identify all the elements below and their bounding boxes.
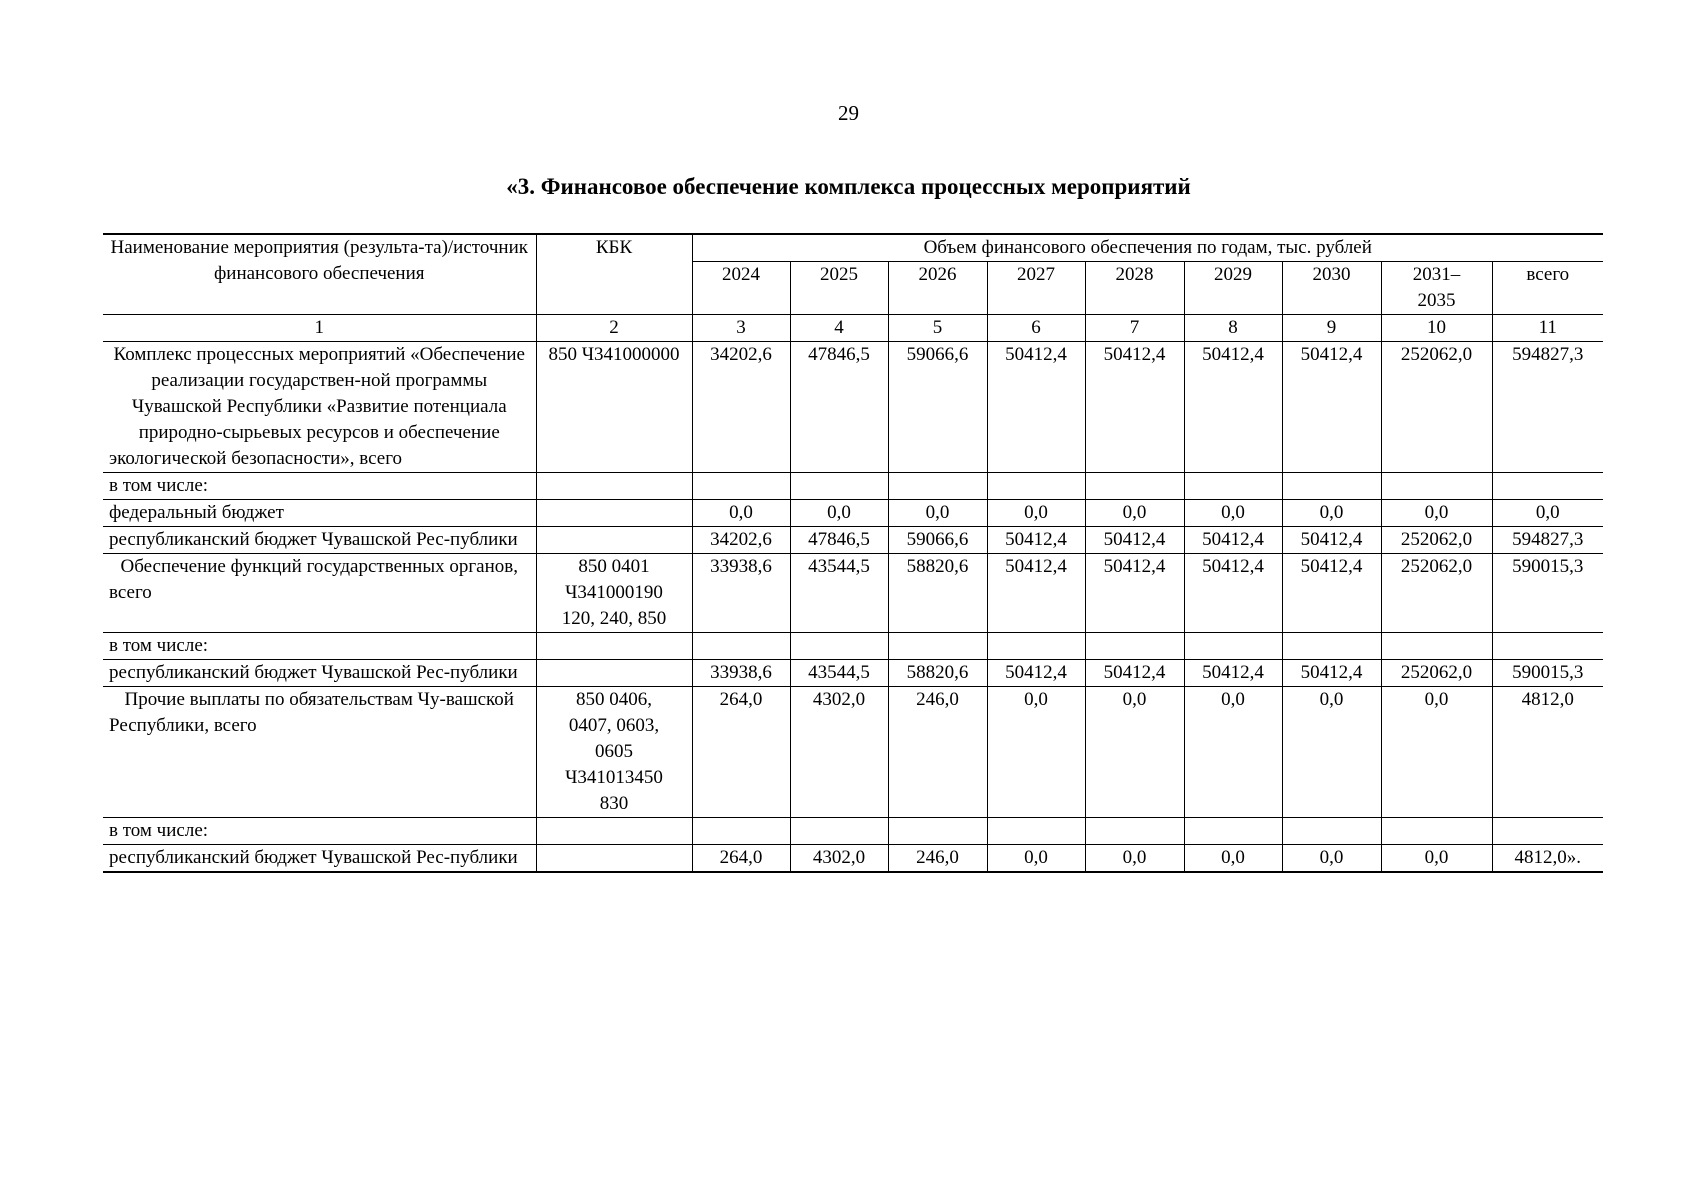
row-value-cell [1085,818,1184,845]
row-value-cell: 4302,0 [790,687,888,818]
row-value-cell: 47846,5 [790,527,888,554]
row-value-cell [1381,473,1492,500]
row-value-cell: 0,0 [1085,687,1184,818]
row-value-cell: 58820,6 [888,554,987,633]
column-number-cell: 9 [1282,315,1381,342]
row-value-cell: 0,0 [1282,500,1381,527]
header-name-cell: Наименование мероприятия (результа-та)/источник финансового обеспечения [103,234,536,315]
row-value-cell: 33938,6 [692,660,790,687]
header-year-cell: 2031–2035 [1381,262,1492,315]
header-year-cell: 2024 [692,262,790,315]
row-value-cell: 252062,0 [1381,660,1492,687]
header-volume-cell: Объем финансового обеспечения по годам, тыс. рублей [692,234,1603,262]
row-value-cell [1184,633,1282,660]
row-value-cell: 0,0 [987,687,1085,818]
row-value-cell: 264,0 [692,687,790,818]
table-row [103,687,1603,818]
row-value-cell: 50412,4 [1085,660,1184,687]
row-value-cell: 4812,0 [1492,687,1603,818]
row-value-cell: 50412,4 [987,660,1085,687]
row-value-cell [1381,818,1492,845]
column-number-cell: 2 [536,315,692,342]
row-value-cell: 246,0 [888,845,987,873]
row-value-cell [1282,818,1381,845]
row-value-cell: 0,0 [1184,845,1282,873]
row-name-cell: Комплекс процессных мероприятий «Обеспечение реализации государствен-ной программы Чувашской Республики «Развитие потенциала природно-сырьевых ресурсов и обеспечение экологической безопасности», всего [103,342,536,473]
column-number-cell: 6 [987,315,1085,342]
row-value-cell [1282,473,1381,500]
table-row [103,818,1603,845]
row-value-cell: 43544,5 [790,660,888,687]
financing-table [103,233,1603,873]
header-year-cell: 2026 [888,262,987,315]
header-year-cell: 2027 [987,262,1085,315]
row-kbk-cell [536,527,692,554]
header-year-cell: 2028 [1085,262,1184,315]
row-value-cell: 50412,4 [1282,342,1381,473]
row-value-cell: 252062,0 [1381,554,1492,633]
row-kbk-cell [536,818,692,845]
row-value-cell: 34202,6 [692,342,790,473]
row-kbk-cell: 850 0401 Ч341000190 120, 240, 850 [536,554,692,633]
row-value-cell [888,818,987,845]
row-value-cell: 0,0 [790,500,888,527]
row-value-cell: 47846,5 [790,342,888,473]
row-value-cell [987,473,1085,500]
row-name-cell: в том числе: [103,818,536,845]
row-value-cell [1492,633,1603,660]
table-row [103,500,1603,527]
row-value-cell: 50412,4 [1184,527,1282,554]
row-value-cell [1184,473,1282,500]
row-value-cell [1085,473,1184,500]
row-name-cell: в том числе: [103,633,536,660]
row-value-cell [692,473,790,500]
column-number-cell: 11 [1492,315,1603,342]
row-value-cell: 0,0 [1381,845,1492,873]
header-year-cell: 2025 [790,262,888,315]
row-value-cell [1492,818,1603,845]
section-title: «3. Финансовое обеспечение комплекса процессных мероприятий [506,174,1191,199]
table-row [103,633,1603,660]
row-value-cell: 58820,6 [888,660,987,687]
row-value-cell [1381,633,1492,660]
row-value-cell: 50412,4 [987,342,1085,473]
row-kbk-cell [536,473,692,500]
row-value-cell: 50412,4 [1184,660,1282,687]
row-value-cell: 0,0 [1282,687,1381,818]
row-value-cell: 0,0 [1381,500,1492,527]
row-value-cell: 0,0 [888,500,987,527]
row-value-cell: 0,0 [1184,687,1282,818]
row-value-cell: 594827,3 [1492,527,1603,554]
row-value-cell: 594827,3 [1492,342,1603,473]
row-value-cell: 50412,4 [1085,527,1184,554]
row-value-cell: 50412,4 [1184,554,1282,633]
row-value-cell: 50412,4 [987,554,1085,633]
row-kbk-cell: 850 Ч341000000 [536,342,692,473]
header-year-cell: 2029 [1184,262,1282,315]
column-numbers-row [103,315,1603,342]
row-kbk-cell [536,500,692,527]
row-value-cell: 264,0 [692,845,790,873]
row-value-cell: 0,0 [1184,500,1282,527]
row-value-cell: 0,0 [692,500,790,527]
row-value-cell [1085,633,1184,660]
row-name-cell: республиканский бюджет Чувашской Рес-публики [103,527,536,554]
row-value-cell: 0,0 [1282,845,1381,873]
row-value-cell: 34202,6 [692,527,790,554]
row-value-cell: 590015,3 [1492,554,1603,633]
row-name-cell: Обеспечение функций государственных органов, всего [103,554,536,633]
row-value-cell: 59066,6 [888,527,987,554]
page-number: 29 [838,101,859,125]
row-value-cell: 43544,5 [790,554,888,633]
row-name-cell: республиканский бюджет Чувашской Рес-публики [103,845,536,873]
column-number-cell: 3 [692,315,790,342]
row-value-cell: 50412,4 [1085,342,1184,473]
column-number-cell: 8 [1184,315,1282,342]
row-value-cell [1184,818,1282,845]
table-row [103,554,1603,633]
table-row [103,845,1603,873]
row-kbk-cell [536,633,692,660]
row-value-cell [790,473,888,500]
row-name-cell: республиканский бюджет Чувашской Рес-публики [103,660,536,687]
row-value-cell: 50412,4 [987,527,1085,554]
row-kbk-cell [536,845,692,873]
table-row [103,473,1603,500]
row-value-cell: 50412,4 [1085,554,1184,633]
row-value-cell [987,818,1085,845]
row-value-cell [1492,473,1603,500]
table-row [103,660,1603,687]
header-year-cell: 2030 [1282,262,1381,315]
row-value-cell: 252062,0 [1381,342,1492,473]
row-value-cell: 50412,4 [1184,342,1282,473]
column-number-cell: 1 [103,315,536,342]
row-value-cell [790,818,888,845]
row-value-cell [692,633,790,660]
row-value-cell: 4302,0 [790,845,888,873]
row-name-cell: федеральный бюджет [103,500,536,527]
row-value-cell: 0,0 [1381,687,1492,818]
row-value-cell: 0,0 [1492,500,1603,527]
row-value-cell: 246,0 [888,687,987,818]
row-value-cell: 50412,4 [1282,554,1381,633]
row-value-cell: 50412,4 [1282,660,1381,687]
column-number-cell: 7 [1085,315,1184,342]
row-value-cell [692,818,790,845]
row-value-cell: 50412,4 [1282,527,1381,554]
row-kbk-cell [536,660,692,687]
header-row-1 [103,234,1603,262]
header-year-cell: всего [1492,262,1603,315]
table-row [103,342,1603,473]
row-kbk-cell: 850 0406, 0407, 0603, 0605 Ч341013450 830 [536,687,692,818]
row-value-cell [888,473,987,500]
row-value-cell: 0,0 [987,845,1085,873]
row-value-cell [987,633,1085,660]
row-name-cell: в том числе: [103,473,536,500]
column-number-cell: 10 [1381,315,1492,342]
row-value-cell: 59066,6 [888,342,987,473]
header-kbk-cell: КБК [536,234,692,315]
row-value-cell: 4812,0». [1492,845,1603,873]
table-row [103,527,1603,554]
row-value-cell [888,633,987,660]
row-value-cell: 0,0 [1085,845,1184,873]
row-value-cell: 0,0 [987,500,1085,527]
row-value-cell: 252062,0 [1381,527,1492,554]
column-number-cell: 5 [888,315,987,342]
row-name-cell: Прочие выплаты по обязательствам Чу-вашской Республики, всего [103,687,536,818]
row-value-cell: 590015,3 [1492,660,1603,687]
row-value-cell: 33938,6 [692,554,790,633]
row-value-cell: 0,0 [1085,500,1184,527]
row-value-cell [790,633,888,660]
row-value-cell [1282,633,1381,660]
column-number-cell: 4 [790,315,888,342]
